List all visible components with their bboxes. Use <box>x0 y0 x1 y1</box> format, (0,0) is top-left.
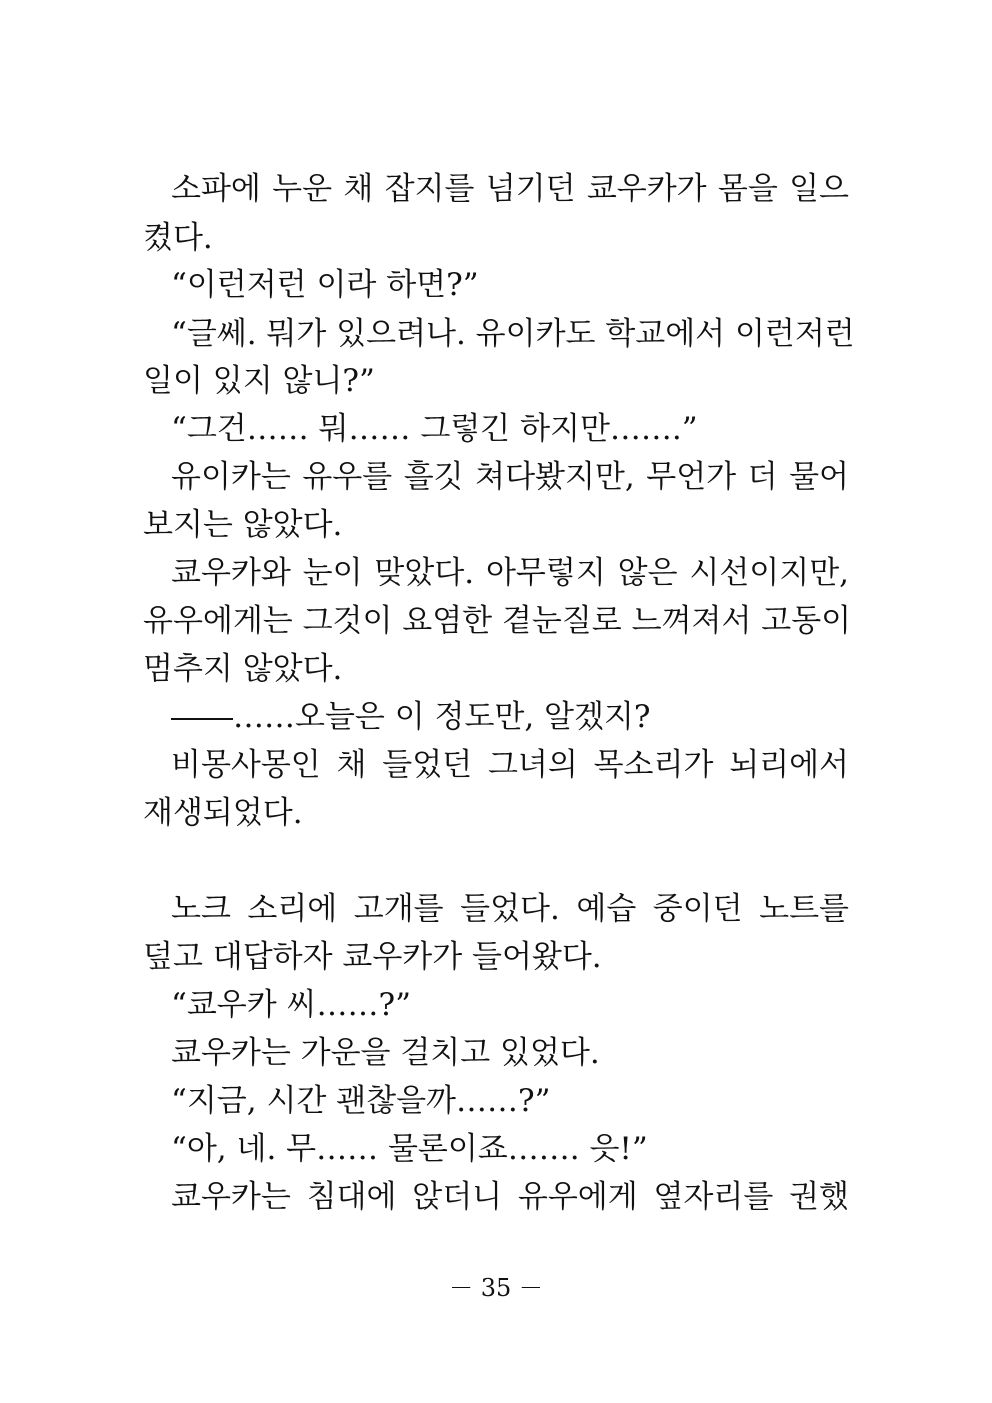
text-line-4: “글쎄. 뭐가 있으려나. 유이카도 학교에서 이런저런 <box>171 316 855 352</box>
text-line-6: “그건…… 뭐…… 그렇긴 하지만…….” <box>171 411 698 447</box>
text-line-7: 유이카는 유우를 흘깃 쳐다봤지만, 무언가 더 물어 <box>171 459 849 495</box>
text-line-8: 보지는 않았다. <box>143 507 343 543</box>
text-line-16: 덮고 대답하자 쿄우카가 들어왔다. <box>143 939 602 975</box>
text-line-9: 쿄우카와 눈이 맞았다. 아무렇지 않은 시선이지만, <box>171 555 849 591</box>
text-line-20: “아, 네. 무…… 물론이죠……. 읏!” <box>171 1131 648 1167</box>
page-number: － 35 － <box>449 1274 543 1302</box>
text-line-11: 멈추지 않았다. <box>143 651 343 687</box>
text-line-17: “쿄우카 씨……?” <box>171 987 411 1023</box>
text-line-10: 유우에게는 그것이 요염한 곁눈질로 느껴져서 고동이 <box>143 603 852 639</box>
text-line-5: 일이 있지 않니?” <box>143 363 375 399</box>
text-line-3: “이런저런 이라 하면?” <box>171 267 479 303</box>
text-line-19: “지금, 시간 괜찮을까……?” <box>171 1083 551 1119</box>
text-line-1: 소파에 누운 채 잡지를 넘기던 쿄우카가 몸을 일으 <box>171 171 849 207</box>
text-line-21: 쿄우카는 침대에 앉더니 유우에게 옆자리를 권했 <box>171 1179 849 1215</box>
text-line-2: 켰다. <box>143 220 213 256</box>
text-line-15: 노크 소리에 고개를 들었다. 예습 중이던 노트를 <box>171 891 849 927</box>
text-line-13: 비몽사몽인 채 들었던 그녀의 목소리가 뇌리에서 <box>171 747 849 783</box>
text-line-12: ――……오늘은 이 정도만, 알겠지? <box>171 699 651 735</box>
text-line-18: 쿄우카는 가운을 걸치고 있었다. <box>171 1035 600 1071</box>
text-line-14: 재생되었다. <box>143 795 303 831</box>
